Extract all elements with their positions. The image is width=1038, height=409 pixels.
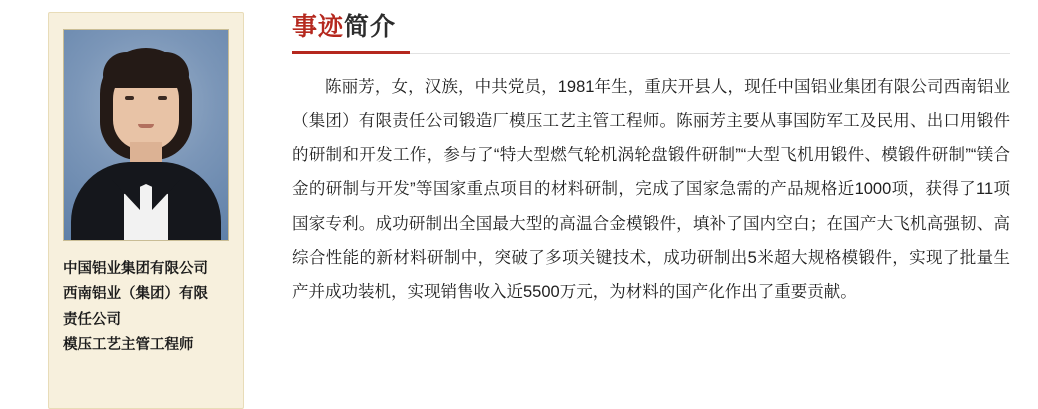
profile-card	[48, 12, 244, 409]
article-column	[292, 0, 1038, 409]
article-body: 陈丽芳，女，汉族，中共党员，1981年生，重庆开县人，现任中国铝业集团有限公司西南铝业（集团）有限责任公司锻造厂模压工艺主管工程师。陈丽芳主要从事国防军工及民用、出口用锻件的研制和开发工作，参与了“特大型燃气轮机涡轮盘锻件研制”“大型飞机用锻件、模锻件研制”“镁合金的研制与开发”等国家重点项目的材料研制，完成了国家急需的产品规格近1000项，获得了11项国家专利。成功研制出全国最大型的高温合金模锻件，填补了国内空白；在国产大飞机高强韧、高综合性能的新材料研制中，突破了多项关键技术，成功研制出5米超大规格模锻件，实现了批量生产并成功装机，实现销售收入近5500万元，为材料的国产化作出了重要贡献。	[292, 78, 1010, 301]
profile-caption-line: 西南铝业（集团）有限	[63, 286, 208, 303]
profile-caption-line: 中国铝业集团有限公司	[63, 261, 208, 277]
portrait-mouth	[138, 124, 154, 128]
portrait-eye-right	[158, 96, 167, 100]
page-title-rest: 简介	[344, 13, 397, 41]
section-heading	[292, 12, 1010, 54]
profile-caption	[63, 257, 229, 359]
profile-caption-line: 模压工艺主管工程师	[63, 337, 194, 354]
portrait-fringe	[103, 52, 189, 88]
profile-column	[0, 0, 292, 409]
profile-caption-line: 责任公司	[63, 311, 121, 328]
page-title-accent: 事迹	[292, 13, 345, 41]
portrait-eye-left	[125, 96, 134, 100]
page-title	[292, 12, 1010, 42]
portrait-photo	[63, 29, 229, 241]
